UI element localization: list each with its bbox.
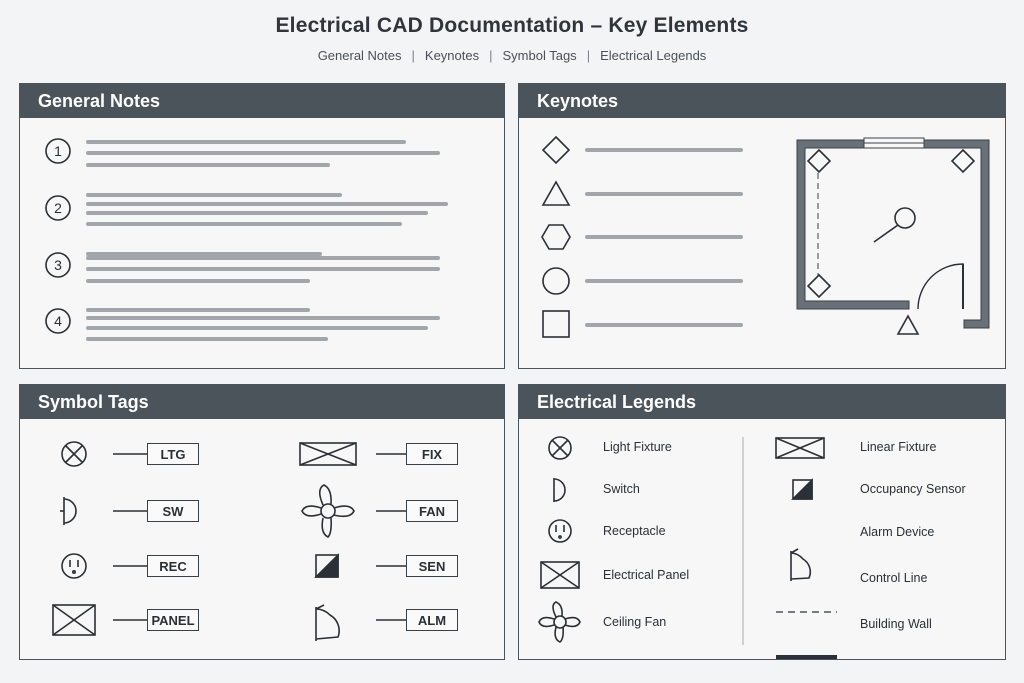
switch-icon <box>554 478 565 502</box>
keynotes-drawing <box>519 118 1007 368</box>
triangle-icon <box>543 182 569 205</box>
nav-general-notes: General Notes <box>317 48 402 63</box>
diamond-keynote-tag <box>808 150 830 172</box>
nav-keynotes: Keynotes <box>424 48 480 63</box>
section-nav: General Notes | Keynotes | Symbol Tags | Electrical Legends <box>317 48 707 63</box>
receptacle-icon <box>549 520 571 542</box>
light-fixture-icon <box>62 442 86 466</box>
electrical-panel-icon <box>53 605 95 635</box>
receptacle-icon <box>62 554 86 578</box>
alarm-device-icon <box>791 549 810 581</box>
nav-symbol-tags: Symbol Tags <box>502 48 577 63</box>
general-notes-drawing <box>20 118 506 368</box>
symbol-tags-panel <box>19 384 505 660</box>
ceiling-fan-icon <box>302 485 354 537</box>
diamond-keynote-tag <box>952 150 974 172</box>
ceiling-fan-icon <box>539 602 580 642</box>
legend-label-alarm-device: Alarm Device <box>860 525 935 539</box>
triangle-keynote-tag <box>898 316 918 334</box>
note-number: 4 <box>54 313 62 329</box>
tag-fan: FAN <box>406 500 458 522</box>
alarm-device-icon <box>316 605 339 641</box>
light-fixture-icon <box>549 437 571 459</box>
tag-ltg: LTG <box>147 443 199 465</box>
occupancy-sensor-icon <box>793 480 812 499</box>
electrical-legends-title: Electrical Legends <box>519 385 1005 419</box>
legend-label-building-wall: Building Wall <box>860 617 932 631</box>
switch-icon <box>60 497 76 525</box>
door-swing <box>918 264 963 309</box>
note-number: 1 <box>54 143 62 159</box>
tag-fix: FIX <box>406 443 458 465</box>
legend-label-ceiling-fan: Ceiling Fan <box>603 615 667 629</box>
hexagon-icon <box>542 225 570 249</box>
tag-alm: ALM <box>406 609 458 631</box>
occupancy-sensor-icon <box>316 555 338 577</box>
note-number: 2 <box>54 200 62 216</box>
general-notes-title: General Notes <box>20 84 504 118</box>
legend-label-electrical-panel: Electrical Panel <box>603 568 690 582</box>
legend-label-occupancy-sensor: Occupancy Sensor <box>860 482 966 496</box>
diamond-icon <box>543 137 569 163</box>
legend-label-receptacle: Receptacle <box>603 524 666 538</box>
tag-rec: REC <box>147 555 199 577</box>
page-title: Electrical CAD Documentation – Key Elements <box>275 14 749 37</box>
tag-sw: SW <box>147 500 199 522</box>
nav-electrical-legends: Electrical Legends <box>600 48 707 63</box>
leader-line <box>874 225 898 242</box>
general-notes-panel <box>19 83 505 369</box>
linear-fixture-icon <box>776 438 824 458</box>
electrical-panel-icon <box>541 562 579 588</box>
legend-label-switch: Switch <box>603 482 640 496</box>
keynotes-title: Keynotes <box>519 84 1005 118</box>
keynotes-panel <box>518 83 1006 369</box>
circle-icon <box>543 268 569 294</box>
diamond-keynote-tag <box>808 275 830 297</box>
legend-label-linear-fixture: Linear Fixture <box>860 440 937 454</box>
symbol-tags-title: Symbol Tags <box>20 385 504 419</box>
legend-label-light-fixture: Light Fixture <box>603 440 672 454</box>
floor-plan <box>797 138 989 334</box>
tag-sen: SEN <box>406 555 458 577</box>
tag-panel: PANEL <box>147 609 199 631</box>
square-icon <box>543 311 569 337</box>
legend-label-control-line: Control Line <box>860 571 928 585</box>
electrical-legends-drawing <box>519 419 1007 659</box>
page-header <box>0 14 1024 63</box>
electrical-legends-panel <box>518 384 1006 660</box>
linear-fixture-icon <box>300 443 356 465</box>
note-number: 3 <box>54 257 62 273</box>
